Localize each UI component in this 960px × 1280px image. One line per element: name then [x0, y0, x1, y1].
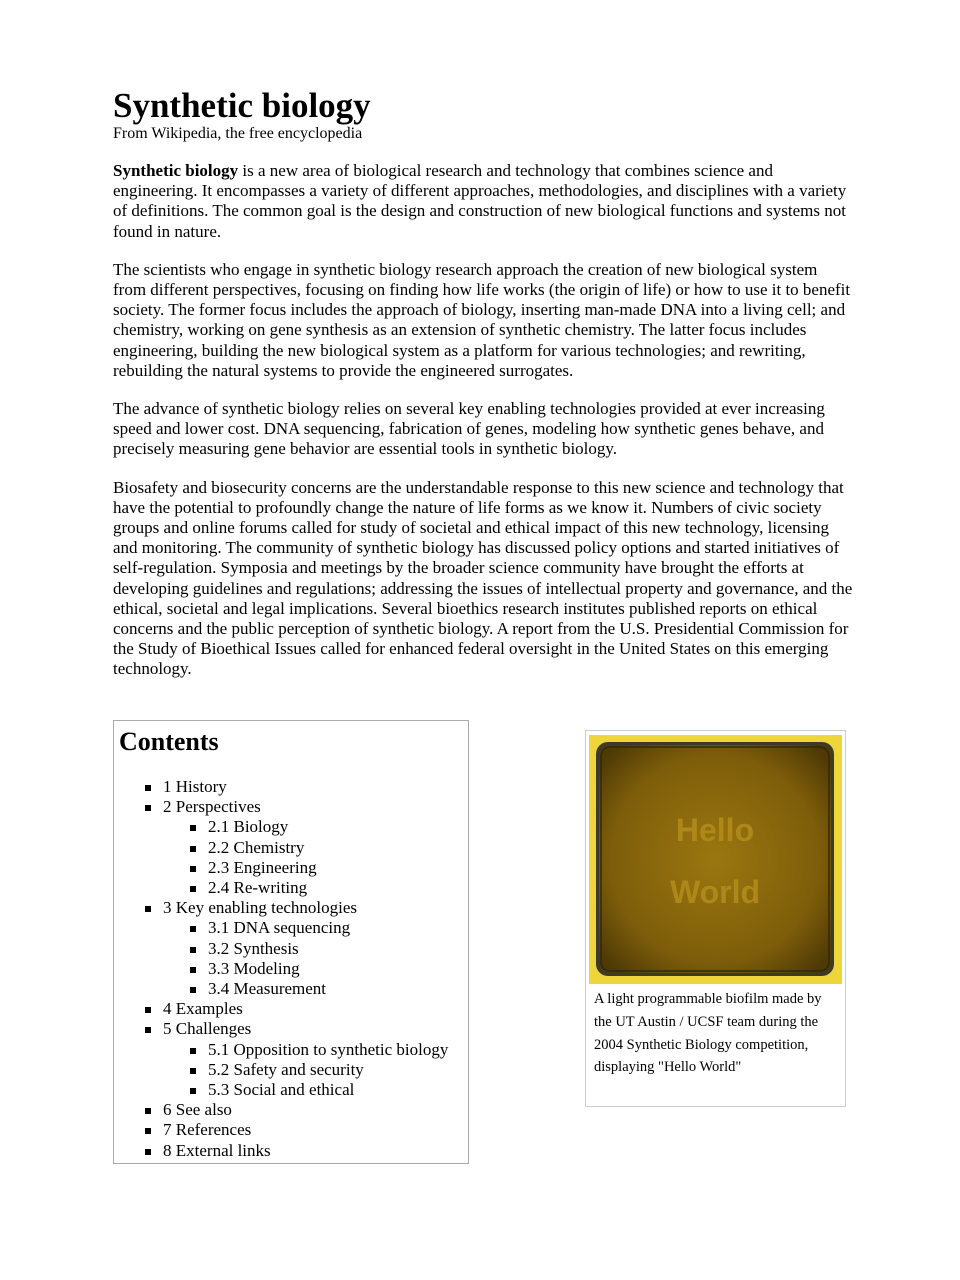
toc-item-perspectives[interactable]: 2 Perspectives: [145, 797, 448, 817]
paragraph-perspectives: The scientists who engage in synthetic biology research approach the creation of new biological system from different perspectives, focusing on finding how life works (the origin of life) or how to use it to benefit society. The former focus includes the approach of biology, inserting man-made DNA into a living cell; and chemistry, working on gene synthesis as an extension of synthetic chemistry. The latter focus includes engineering, building the new biological system as a platform for various technologies; and rewriting, rebuilding the natural systems to provide the engineered surrogates.: [113, 259, 851, 380]
page-subtitle: From Wikipedia, the free encyclopedia: [113, 125, 363, 142]
toc-item-social-ethical[interactable]: 5.3 Social and ethical: [145, 1080, 448, 1100]
toc-item-measurement[interactable]: 3.4 Measurement: [145, 979, 448, 999]
paragraph-technologies: The advance of synthetic biology relies on several key enabling technologies provided at ever increasing speed and lower cost. DNA sequencing, fabrication of genes, modeling how synthetic genes behave, and precisely measuring gene behavior are essential tools in synthetic biology.: [113, 399, 825, 459]
toc-item-history[interactable]: 1 History: [145, 777, 448, 797]
toc-item-references[interactable]: 7 References: [145, 1120, 448, 1140]
toc-item-engineering[interactable]: 2.3 Engineering: [145, 858, 448, 878]
toc-item-opposition[interactable]: 5.1 Opposition to synthetic biology: [145, 1040, 448, 1060]
image-text-world: World: [669, 874, 761, 910]
biofilm-image[interactable]: [589, 735, 842, 984]
image-text-hello: Hello: [675, 812, 755, 848]
table-of-contents: [113, 720, 469, 1164]
intro-text: is a new area of biological research and technology that combines science and engineering. It encompasses a variety of different approaches, methodologies, and disciplines with a variety of definitions. The common goal is the design and construction of new biological functions and systems not found in nature.: [113, 161, 847, 241]
intro-paragraph: [113, 161, 853, 242]
toc-item-see-also[interactable]: 6 See also: [145, 1100, 448, 1120]
toc-item-challenges[interactable]: 5 Challenges: [145, 1019, 448, 1039]
toc-item-re-writing[interactable]: 2.4 Re-writing: [145, 878, 448, 898]
paragraph-biosafety: Biosafety and biosecurity concerns are the understandable response to this new science and technology that have the potential to profoundly change the nature of life forms as we know it. Numbers of civic society groups and online forums called for study of societal and ethical impact of this new technology, licensing and monitoring. The community of synthetic biology has discussed policy options and started initiatives of self-regulation. Symposia and meetings by the broader science community have brought the efforts at developing guidelines and regulations; addressing the issues of intellectual property and governance, and the ethical, societal and legal implications. Several bioethics research institutes published reports on ethical concerns and the public perception of synthetic biology. A report from the U.S. Presidential Commission for the Study of Bioethical Issues called for enhanced federal oversight in the United States on this emerging technology.: [113, 477, 853, 679]
figure-caption: A light programmable biofilm made by the UT Austin / UCSF team during the 2004 Synthetic Biology competition, displaying "Hello World": [594, 991, 822, 1076]
toc-item-modeling[interactable]: 3.3 Modeling: [145, 959, 448, 979]
toc-item-dna-sequencing[interactable]: 3.1 DNA sequencing: [145, 918, 448, 938]
page-title: Synthetic biology: [113, 86, 371, 125]
toc-item-biology[interactable]: 2.1 Biology: [145, 817, 448, 837]
article-body: [113, 86, 853, 680]
toc-title: Contents: [119, 727, 219, 756]
toc-item-synthesis[interactable]: 3.2 Synthesis: [145, 939, 448, 959]
toc-list: [145, 777, 448, 1161]
toc-item-chemistry[interactable]: 2.2 Chemistry: [145, 838, 448, 858]
toc-item-key-technologies[interactable]: 3 Key enabling technologies: [145, 898, 448, 918]
biofilm-photo: [589, 735, 842, 984]
toc-item-examples[interactable]: 4 Examples: [145, 999, 448, 1019]
toc-item-safety-security[interactable]: 5.2 Safety and security: [145, 1060, 448, 1080]
toc-item-external-links[interactable]: 8 External links: [145, 1141, 448, 1161]
figure-thumbnail: [585, 730, 846, 1107]
intro-bold-term: Synthetic biology: [113, 161, 239, 180]
